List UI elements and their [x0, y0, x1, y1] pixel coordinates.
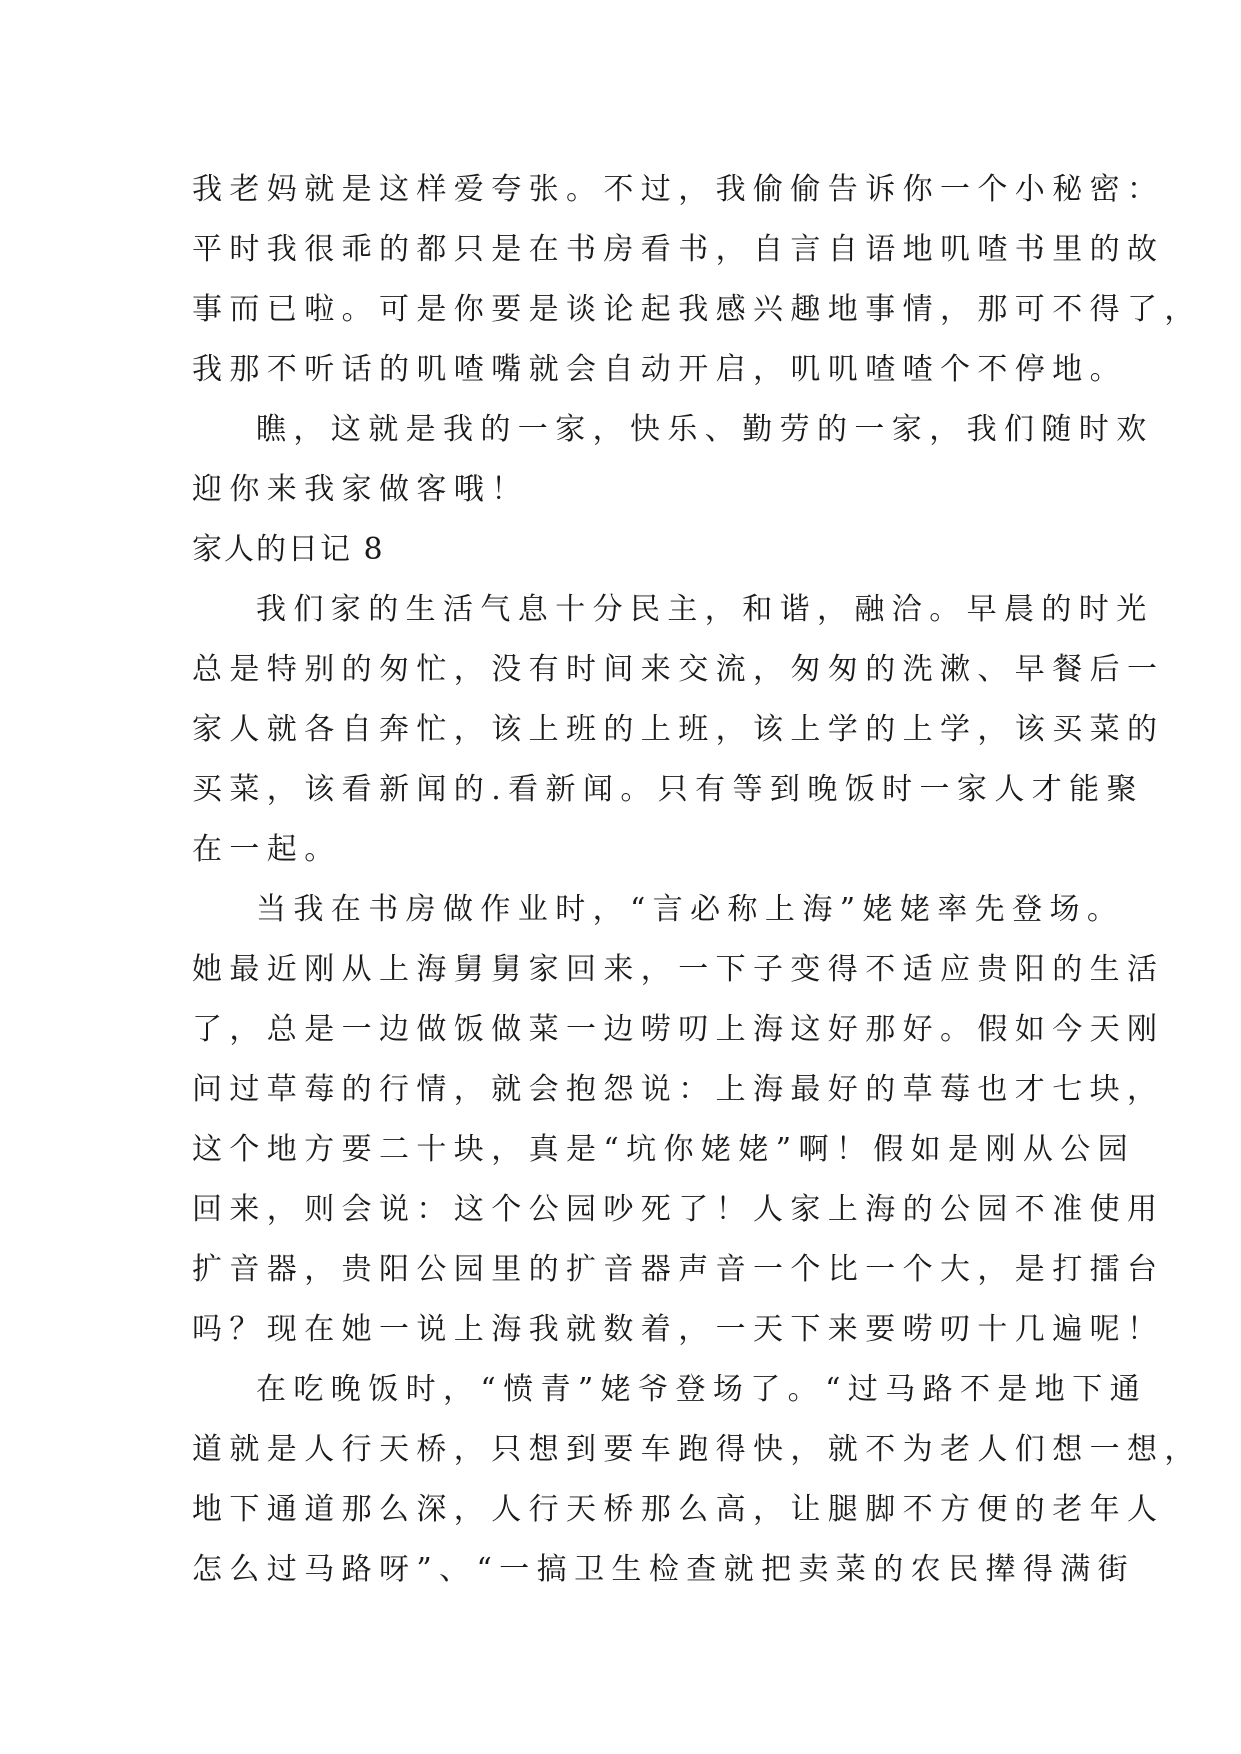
paragraph-line: 平时我很乖的都只是在书房看书，自言自语地叽喳书里的故: [192, 232, 1165, 267]
section-title: 家人的日记 8: [192, 532, 385, 567]
paragraph-line: 问过草莓的行情，就会抱怨说：上海最好的草莓也才七块，: [192, 1072, 1165, 1107]
paragraph-line: 怎么过马路呀”、“一搞卫生检查就把卖菜的农民撵得满街: [192, 1552, 1136, 1587]
paragraph-line: 在一起。: [192, 832, 342, 867]
document-body: [192, 160, 1202, 1600]
paragraph-line: 我那不听话的叽喳嘴就会自动开启，叽叽喳喳个不停地。: [192, 352, 1127, 387]
paragraph-line: 我老妈就是这样爱夸张。不过，我偷偷告诉你一个小秘密：: [192, 172, 1165, 207]
paragraph-line: 这个地方要二十块，真是“坑你姥姥”啊！假如是刚从公园: [192, 1132, 1136, 1167]
paragraph-line: 迎你来我家做客哦！: [192, 472, 529, 507]
paragraph-line: 家人就各自奔忙，该上班的上班，该上学的上学，该买菜的: [192, 712, 1165, 747]
paragraph-line: 地下通道那么深，人行天桥那么高，让腿脚不方便的老年人: [192, 1492, 1165, 1527]
paragraph-line: 吗？现在她一说上海我就数着，一天下来要唠叨十几遍呢！: [192, 1312, 1165, 1347]
paragraph-line: 在吃晚饭时，“愤青”姥爷登场了。“过马路不是地下通: [256, 1372, 1148, 1407]
paragraph-line: 事而已啦。可是你要是谈论起我感兴趣地事情，那可不得了，: [192, 292, 1202, 327]
paragraph-line: 她最近刚从上海舅舅家回来，一下子变得不适应贵阳的生活: [192, 952, 1165, 987]
paragraph-line: 当我在书房做作业时，“言必称上海”姥姥率先登场。: [256, 892, 1125, 927]
paragraph-line: 了，总是一边做饭做菜一边唠叨上海这好那好。假如今天刚: [192, 1012, 1165, 1047]
paragraph-line: 总是特别的匆忙，没有时间来交流，匆匆的洗漱、早餐后一: [192, 652, 1165, 687]
paragraph-line: 买菜，该看新闻的.看新闻。只有等到晚饭时一家人才能聚: [192, 772, 1144, 807]
paragraph-line: 回来，则会说：这个公园吵死了！人家上海的公园不准使用: [192, 1192, 1165, 1227]
paragraph-line: 我们家的生活气息十分民主，和谐，融洽。早晨的时光: [256, 592, 1154, 627]
paragraph-line: 道就是人行天桥，只想到要车跑得快，就不为老人们想一想，: [192, 1432, 1202, 1467]
paragraph-line: 扩音器，贵阳公园里的扩音器声音一个比一个大，是打擂台: [192, 1252, 1165, 1287]
paragraph-line: 瞧，这就是我的一家，快乐、勤劳的一家，我们随时欢: [256, 412, 1154, 447]
